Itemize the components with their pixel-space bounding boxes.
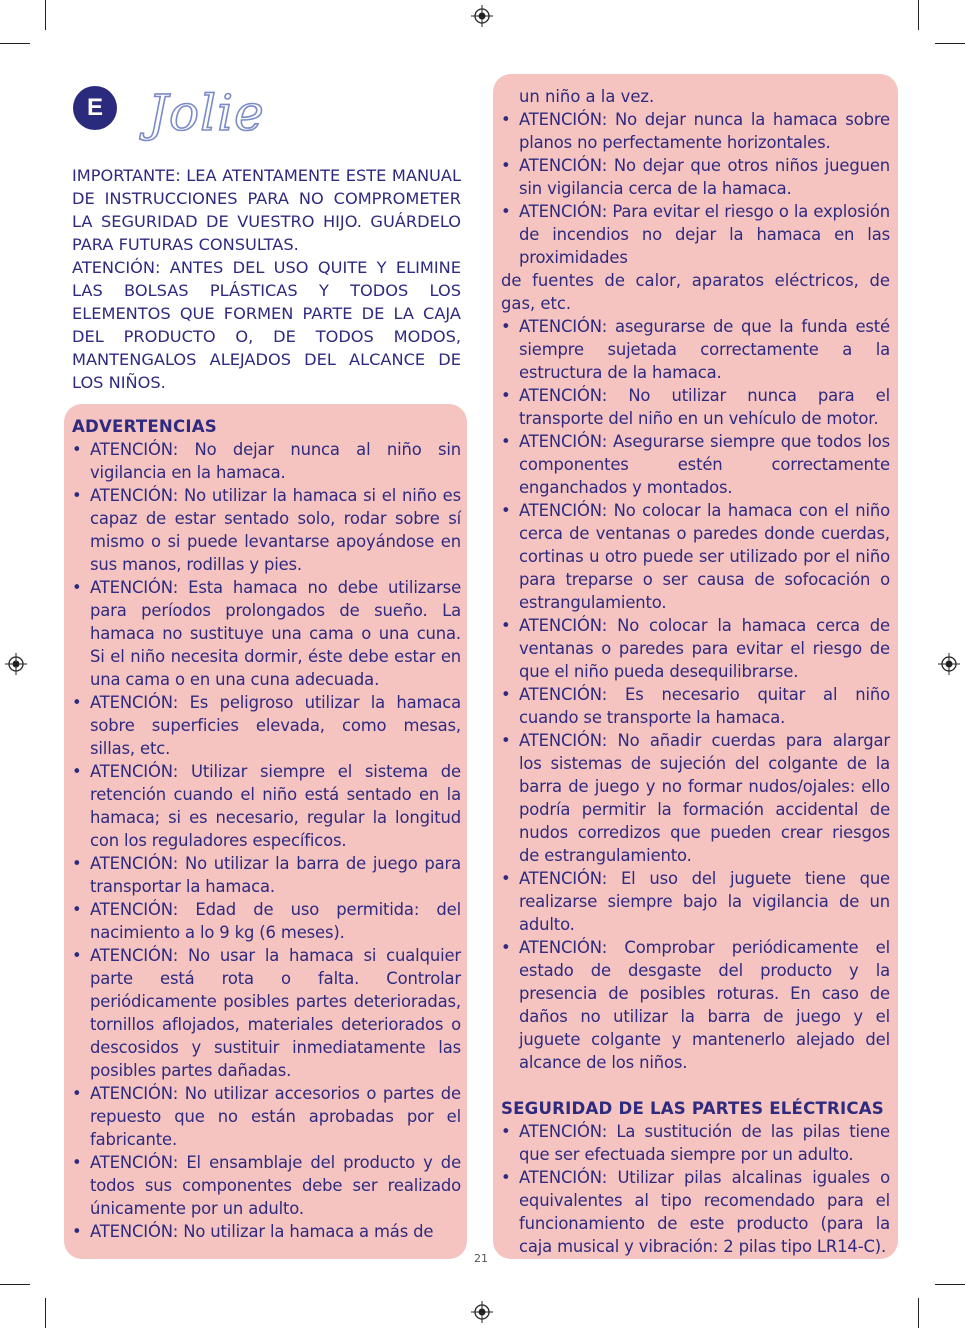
- list-item: • ATENCIÓN: No dejar que otros niños jueguen sin vigilancia cerca de la hamaca.: [501, 154, 890, 200]
- list-item: • ATENCIÓN: El uso del juguete tiene que realizarse siempre bajo la vigilancia de un adulto.: [501, 867, 890, 936]
- section-spacer: [501, 1074, 890, 1097]
- list-item: • ATENCIÓN: Es necesario quitar al niño cuando se transporte la hamaca.: [501, 683, 890, 729]
- list-item: • ATENCIÓN: Es peligroso utilizar la hamaca sobre superficies elevada, como mesas, sillas, etc.: [72, 691, 461, 760]
- electrical-list: [501, 1120, 890, 1258]
- intro-section: [72, 164, 461, 394]
- list-item: • ATENCIÓN: No utilizar la hamaca a más de: [72, 1220, 461, 1243]
- list-item: • ATENCIÓN: El ensamblaje del producto y de todos sus componentes debe ser realizado únicamente por un adulto.: [72, 1151, 461, 1220]
- warnings-title: ADVERTENCIAS: [72, 417, 217, 436]
- warnings-list: [501, 108, 890, 269]
- list-item: • ATENCIÓN: No añadir cuerdas para alargar los sistemas de sujeción del colgante de la barra de juego y no formar nudos/ojales: ello podría permitir la formación accidental de nudos corredizos que pueden crear riesgos de estrangulamiento.: [501, 729, 890, 867]
- registration-mark-icon: [938, 653, 960, 675]
- warnings-column-right: [501, 85, 890, 1258]
- list-item: • ATENCIÓN: Esta hamaca no debe utilizarse para períodos prolongados de sueño. La hamaca no sustituye una cama o una cuna. Si el niño necesita dormir, éste debe estar en una cama o en una cuna adecuada.: [72, 576, 461, 691]
- intro-paragraph: ATENCIÓN: ANTES DEL USO QUITE Y ELIMINE LAS BOLSAS PLÁSTICAS Y TODOS LOS ELEMENTOS QUE FORMEN PARTE DE LA CAJA DEL PRODUCTO O, DE TODOS MODOS, MANTENGALOS ALEJADOS DEL ALCANCE DE LOS NIÑOS.: [72, 258, 461, 392]
- registration-mark-icon: [471, 1301, 493, 1323]
- list-item: • ATENCIÓN: No dejar nunca al niño sin vigilancia en la hamaca.: [72, 438, 461, 484]
- list-item: • ATENCIÓN: No colocar la hamaca cerca de ventanas o paredes para evitar el riesgo de que el niño pueda desequilibrarse.: [501, 614, 890, 683]
- list-item-continuation: un niño a la vez.: [519, 87, 655, 106]
- warnings-list: [501, 315, 890, 1074]
- crop-mark: [935, 1284, 965, 1285]
- crop-mark: [935, 43, 965, 44]
- warnings-column-left: [72, 415, 461, 1243]
- list-item: • ATENCIÓN: Utilizar siempre el sistema de retención cuando el niño está sentado en la hamaca; si es necesario, regular la longitud con los reguladores específicos.: [72, 760, 461, 852]
- crop-mark: [0, 43, 30, 44]
- crop-mark: [918, 0, 919, 30]
- crop-mark: [45, 1298, 46, 1328]
- registration-mark-icon: [5, 653, 27, 675]
- list-item: • ATENCIÓN: La sustitución de las pilas tiene que ser efectuada siempre por un adulto.: [501, 1120, 890, 1166]
- list-item: • ATENCIÓN: No dejar nunca la hamaca sobre planos no perfectamente horizontales.: [501, 108, 890, 154]
- list-item: • ATENCIÓN: Edad de uso permitida: del nacimiento a lo 9 kg (6 meses).: [72, 898, 461, 944]
- crop-mark: [918, 1298, 919, 1328]
- intro-paragraph: IMPORTANTE: LEA ATENTAMENTE ESTE MANUAL DE INSTRUCCIONES PARA NO COMPROMETER LA SEGURIDAD DE VUESTRO HIJO. GUÁRDELO PARA FUTURAS CONSULTAS.: [72, 166, 461, 254]
- list-item: • ATENCIÓN: No colocar la hamaca con el niño cerca de ventanas o paredes donde cuerdas, cortinas u otro puede ser utilizado por el niño para treparse o ser causa de sofocación o estrangulamiento.: [501, 499, 890, 614]
- list-item: • ATENCIÓN: asegurarse de que la funda esté siempre sujetada correctamente a la estructura de la hamaca.: [501, 315, 890, 384]
- language-badge: E: [73, 86, 117, 130]
- list-item: • ATENCIÓN: Utilizar pilas alcalinas iguales o equivalentes al tipo recomendado para el funcionamiento de este producto (para la caja musical y vibración: 2 pilas tipo LR14-C).: [501, 1166, 890, 1258]
- list-item: • ATENCIÓN: No usar la hamaca si cualquier parte está rota o falta. Controlar periódicamente posibles partes deterioradas, tornillos aflojados, materiales deteriorados o descosidos y sustituir inmediatamente las posibles partes dañadas.: [72, 944, 461, 1082]
- list-item: • ATENCIÓN: No utilizar la hamaca si el niño es capaz de estar sentado solo, rodar sobre sí mismo o si puede levantarse apoyándose en sus manos, rodillas y pies.: [72, 484, 461, 576]
- list-item: • ATENCIÓN: No utilizar accesorios o partes de repuesto que no están aprobadas por el fabricante.: [72, 1082, 461, 1151]
- crop-mark: [45, 0, 46, 30]
- registration-mark-icon: [471, 5, 493, 27]
- list-item: • ATENCIÓN: Comprobar periódicamente el estado de desgaste del producto y la presencia de posibles roturas. En caso de daños no utilizar la barra de juego y el juguete colgante y mantenerlo alejado del alcance de los niños.: [501, 936, 890, 1074]
- page-number: 21: [474, 1252, 488, 1265]
- crop-mark: [0, 1284, 30, 1285]
- electrical-title: SEGURIDAD DE LAS PARTES ELÉCTRICAS: [501, 1099, 884, 1118]
- list-item: • ATENCIÓN: Para evitar el riesgo o la explosión de incendios no dejar la hamaca en las proximidades: [501, 200, 890, 269]
- list-item: • ATENCIÓN: No utilizar nunca para el transporte del niño en un vehículo de motor.: [501, 384, 890, 430]
- list-item: • ATENCIÓN: Asegurarse siempre que todos los componentes estén correctamente enganchados y montados.: [501, 430, 890, 499]
- product-logo: Jolie: [148, 84, 265, 142]
- warnings-list: [72, 438, 461, 1243]
- list-item: • ATENCIÓN: No utilizar la barra de juego para transportar la hamaca.: [72, 852, 461, 898]
- loose-text-line: de fuentes de calor, aparatos eléctricos, de gas, etc.: [501, 271, 890, 313]
